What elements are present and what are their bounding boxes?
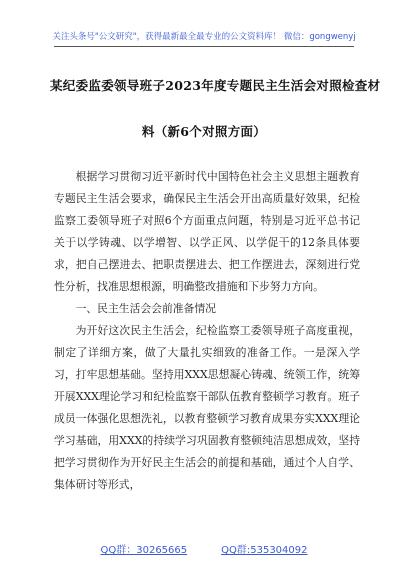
document-title-line-1: 某纪委监委领导班子2023年度专题民主生活会对照检查材	[50, 78, 381, 93]
body-paragraph: 为开好这次民主生活会，纪检监察工委领导班子高度重视，制定了详细方案，做了大量扎实细致的准备工作。一是深入学习，打牢思想基础。坚持用XXX思想凝心铸魂、统领工作，统筹开展XXX理论学习和纪检监察干部队伍教育整顿学习教育。班子成员一体强化思想洗礼，以教育整顿学习教育成果夯实XXX理论学习基础，用XXX的持续学习巩固教育整顿纯洁思想成效，坚持把学习贯彻作为开好民主生活会的前提和基础，通过个人自学、集体研讨等形式，	[54, 324, 360, 491]
header-divider	[54, 46, 354, 47]
document-body	[54, 166, 360, 496]
footer-qq-group-2[interactable]: QQ群:535304092	[221, 545, 308, 556]
header-note: 关注头条号"公文研究"，获得最新最全最专业的公文资料库！ 微信：gongwenyj	[52, 32, 356, 42]
intro-paragraph: 根据学习贯彻习近平新时代中国特色社会主义思想主题教育专题民主生活会要求，确保民主生活会开出高质量好效果，纪检监察工委领导班子对照6个方面重点问题，特别是习近平总书记关于以学铸魂、以学增智、以学正风、以学促干的12条具体要求，把自己摆进去、把职责摆进去、把工作摆进去，深刻进行党性分析，找准思想根源，明确整改措施和下步努力方向。	[54, 170, 360, 293]
document-title-line-2: 料（新6个对照方面）	[141, 124, 267, 139]
footer-qq-group-1[interactable]: QQ群：30265665	[100, 545, 188, 556]
section-heading: 一、民主生活会会前准备情况	[75, 302, 216, 315]
footer-contacts	[0, 541, 408, 556]
